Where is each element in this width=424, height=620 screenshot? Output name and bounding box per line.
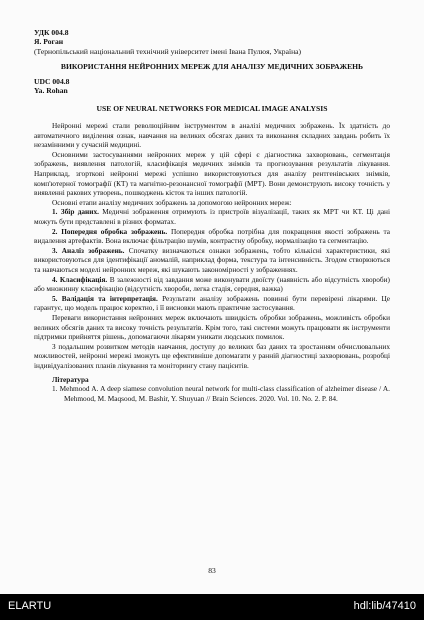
step-text: Медичні зображення отримують із пристроїв візуалізації, таких як МРТ чи КТ. Ці дані можуть бути представлені в різних форматах. — [34, 207, 390, 227]
reference-item: 1. Mehmood A. A deep siamese convolution neural network for multi-class classification of alzheimer disease / A. Mehmood, M. Maqsood, M. Bashir, Y. Shuyuan // Brain Sciences. 2020. Vol. 10. No. 2. P. 84. — [52, 384, 390, 403]
paragraph-stages-intro: Основні етапи аналізу медичних зображень за допомогою нейронних мереж: — [52, 197, 292, 207]
paragraph-applications: Основними застосуваннями нейронних мереж у цій сфері є діагностика захворювань, сегментація зображень, виявлення патологій, класифікація медичних знімків та прогнозування результатів лікування. Наприклад, згорткові нейронні мережі успішно використовуються для аналізу рентгенівських знімків, комп'ютерної томографії (КТ) та магнітно-резонансної томографії (МРТ). Вони демонструють високу точність у виявленні ракових утворень, пошкоджень кісток та інших патологій. — [34, 149, 390, 198]
step-label: 4. Класифікація. — [52, 274, 108, 284]
step-text: В залежності від завдання може виконувати двоїсту (наявність або відсутність хвороби) або множинну класифікацію (відсутність хвороби, легка стадія, середня, важка) — [34, 274, 390, 294]
title-ua: ВИКОРИСТАННЯ НЕЙРОННИХ МЕРЕЖ ДЛЯ АНАЛІЗУ МЕДИЧНИХ ЗОБРАЖЕНЬ — [60, 61, 364, 71]
title-en: USE OF NEURAL NETWORKS FOR MEDICAL IMAGE ANALYSIS — [96, 103, 328, 113]
author-en: Ya. Rohan — [34, 86, 68, 96]
paragraph-conclusion: З подальшим розвитком методів навчання, доступу до великих баз даних та зростанням обчислювальних можливостей, нейронні мережі зможуть ще ефективніше допомагати у ранній діагностиці захворювань, розробці індивідуалізованих планів лікування та моніторингу стану пацієнтів. — [34, 341, 390, 370]
page-content — [34, 28, 390, 403]
paragraph-advantages: Переваги використання нейронних мереж включають швидкість обробки зображень, можливість обробки великих обсягів даних та високу точність результатів. Крім того, такі системи можуть працювати як інструменти підтримки прийняття рішень, допомагаючи лікарям уникати людських помилок. — [34, 312, 390, 342]
step-item — [34, 246, 390, 275]
udk-code: УДК 004.8 — [34, 28, 69, 37]
step-item — [34, 275, 390, 294]
handle-id: hdl:lib/47410 — [353, 600, 416, 612]
step-label: 3. Аналіз зображень. — [52, 245, 125, 255]
affiliation: (Тернопільський національний технічний університет імені Івана Пулюя, Україна) — [34, 46, 302, 56]
paragraph-intro: Нейронні мережі стали революційним інструментом в аналізі медичних зображень. Їх здатність до автоматичного виділення ознак, навчання на великих обсягах даних та виконання складних завдань робить їх незамінними у сучасній медицині. — [34, 121, 390, 150]
references-heading: Література — [52, 374, 89, 384]
step-item — [34, 207, 390, 226]
step-item — [34, 227, 390, 246]
udc-code: UDC 004.8 — [34, 77, 70, 87]
step-label: 2. Попередня обробка зображень. — [52, 226, 168, 236]
step-text: Попередня обробка потрібна для покращення якості зображень та видалення артефактів. Вона включає фільтрацію шумів, контрастну обробку, нормалізацію та сегментацію. — [34, 226, 390, 246]
step-text: Спочатку визначаються ознаки зображень, тобто кількісні характеристики, які використовуються для ідентифікації аномалій, наприклад форма, текстура та інтенсивність. Згодом створюються та навчаються моделі нейронних мереж, які шукають закономірності у зображеннях. — [34, 245, 390, 274]
step-label: 1. Збір даних. — [52, 207, 99, 217]
author-ua: Я. Роган — [34, 37, 64, 47]
step-item — [34, 294, 390, 313]
repository-name: ELARTU — [8, 600, 52, 612]
page-number: 83 — [208, 566, 216, 575]
step-text: Результати аналізу зображень повинні бути перевірені лікарями. Це гарантує, що модель працює коректно, і її висновки мають практичне застосування. — [34, 293, 390, 313]
step-label: 5. Валідація та інтерпретація. — [52, 293, 158, 303]
footer-bar — [0, 594, 424, 620]
